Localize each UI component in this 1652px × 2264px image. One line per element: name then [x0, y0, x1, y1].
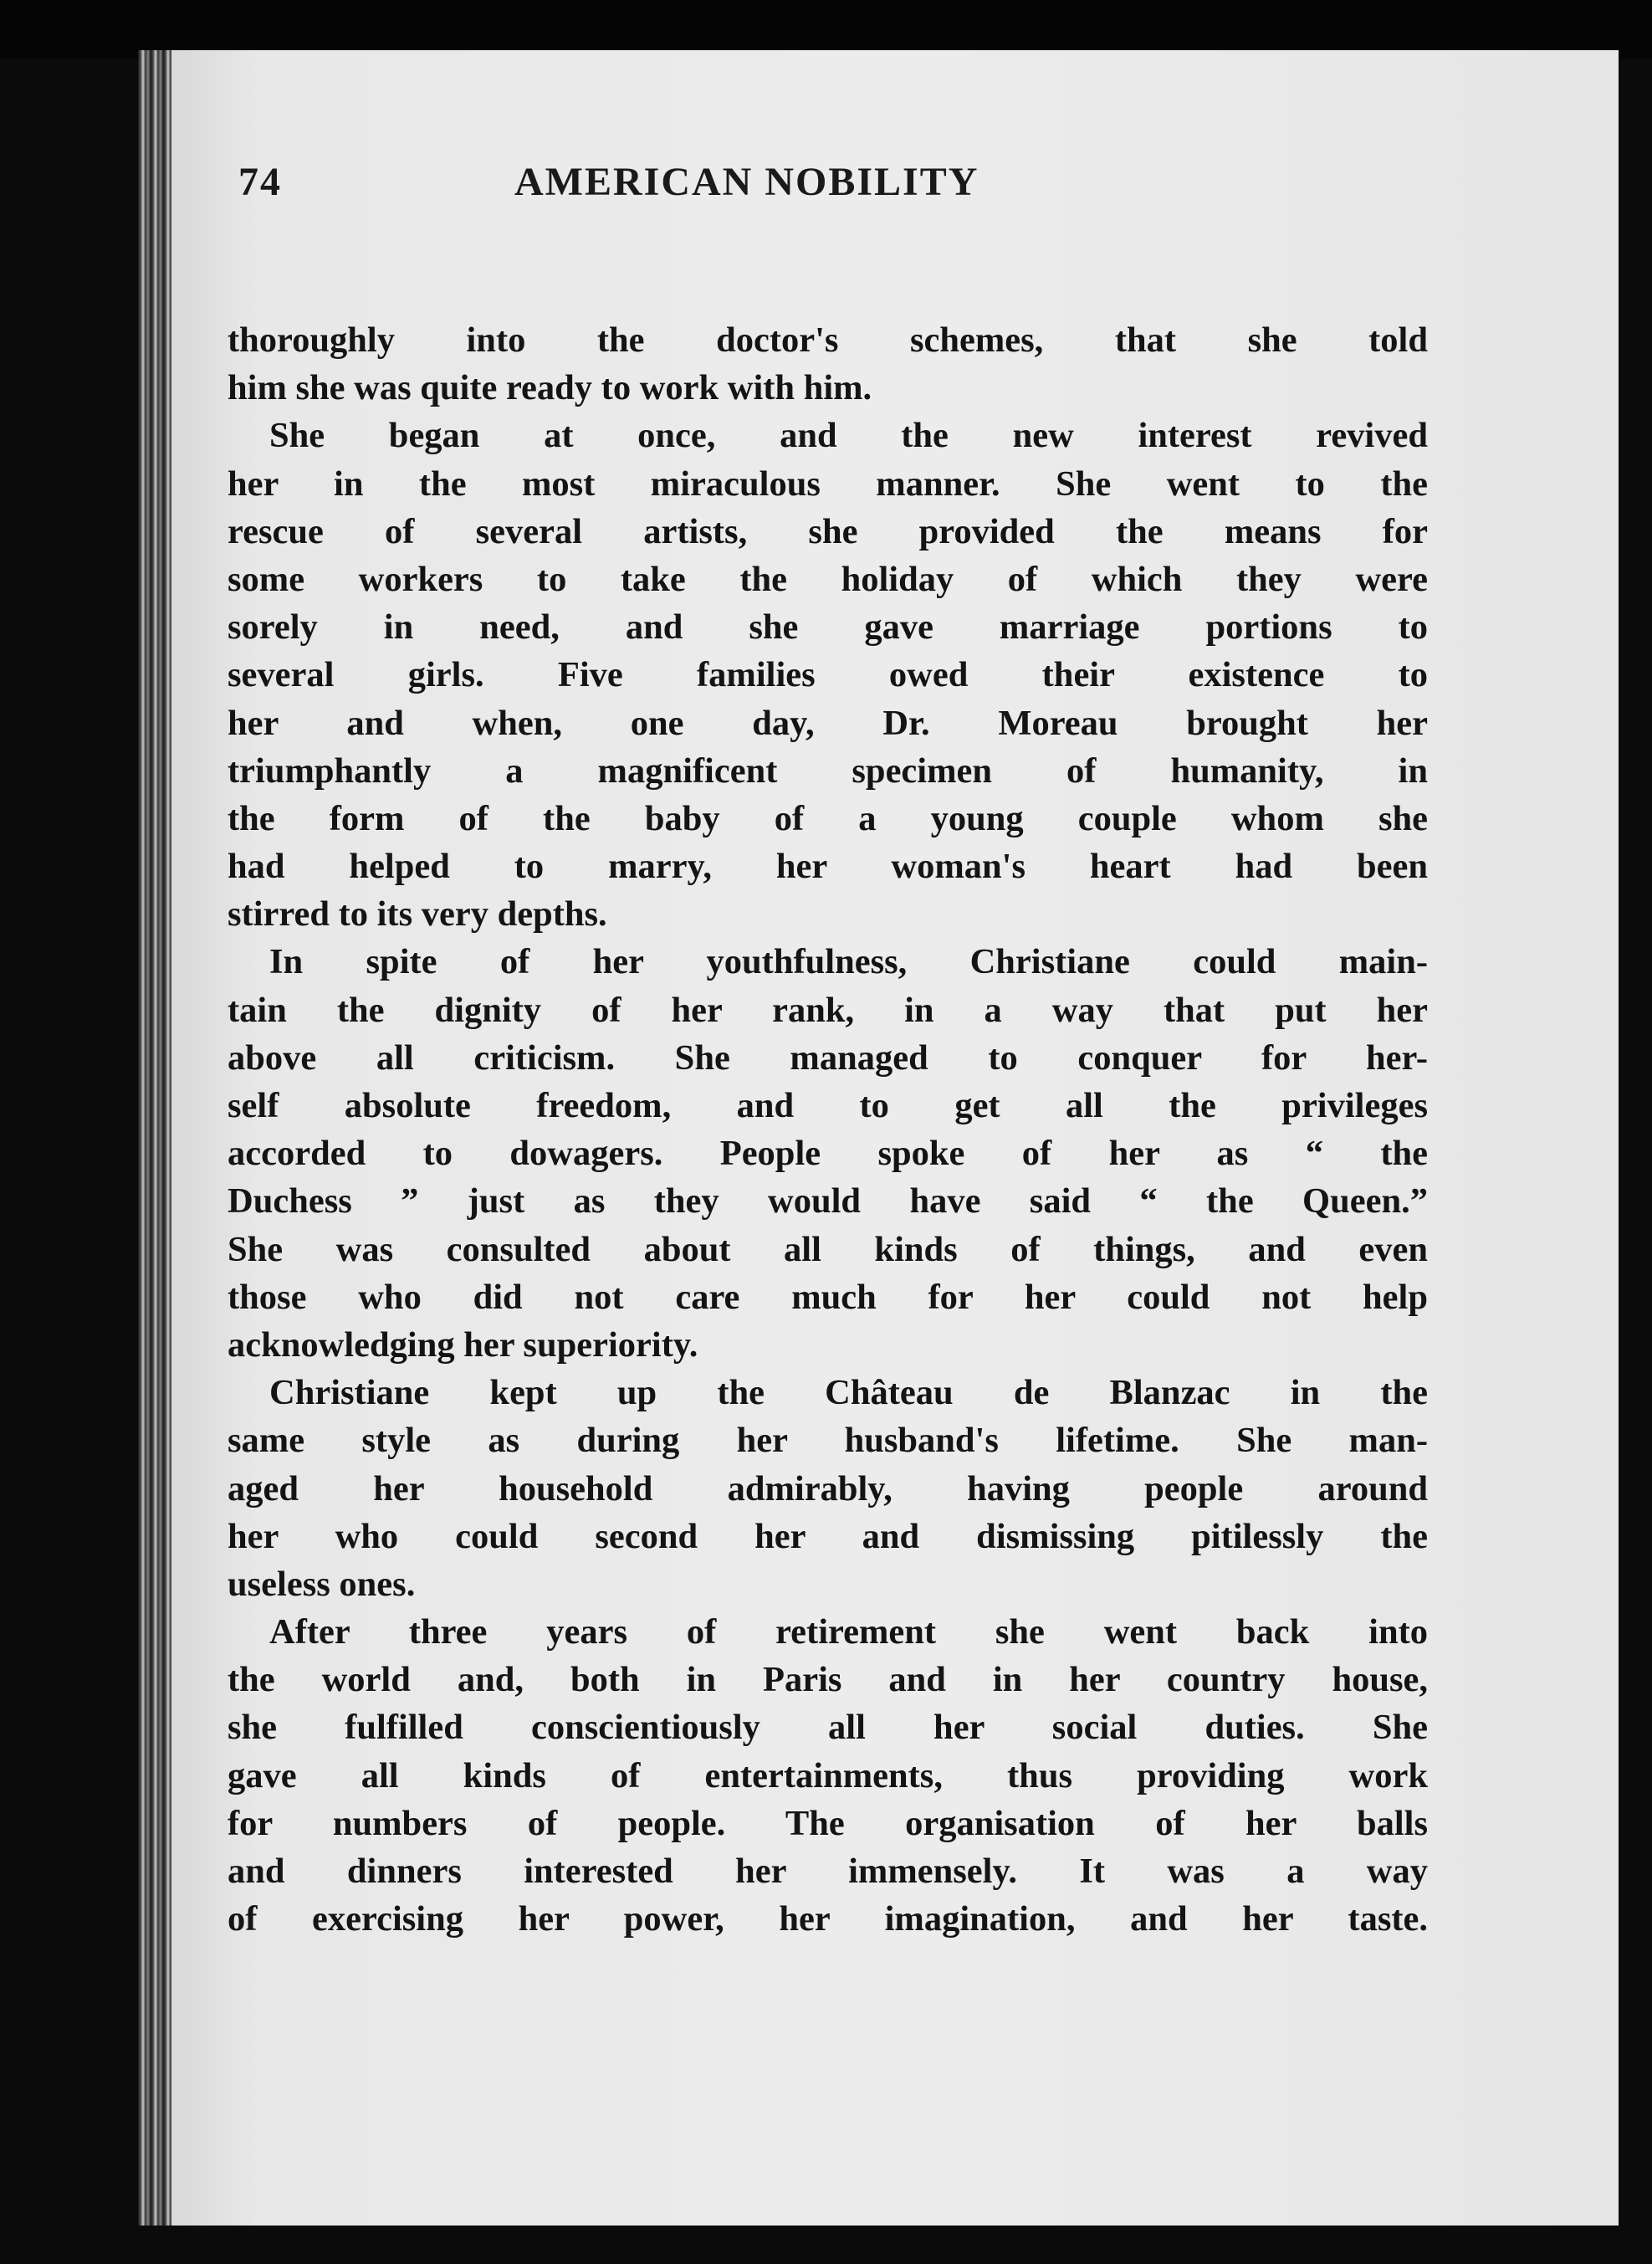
text-line: him she was quite ready to work with him.: [228, 368, 872, 408]
text-line: After three years of retirement she went back into: [269, 1612, 1428, 1652]
text-line: those who did not care much for her could not help: [228, 1277, 1428, 1317]
paragraph: [228, 938, 1428, 1369]
paragraph: [228, 412, 1428, 938]
text-line: gave all kinds of entertainments, thus providing work: [228, 1755, 1428, 1795]
text-line: thoroughly into the doctor's schemes, that she told: [228, 320, 1428, 360]
text-line: tain the dignity of her rank, in a way that put her: [228, 990, 1428, 1030]
text-line: she fulfilled conscientiously all her social duties. She: [228, 1708, 1428, 1748]
text-line: She was consulted about all kinds of things, and even: [228, 1229, 1428, 1269]
text-line: sorely in need, and she gave marriage portions to: [228, 607, 1428, 648]
text-line: stirred to its very depths.: [228, 894, 607, 935]
text-line: She began at once, and the new interest revived: [269, 416, 1428, 456]
text-line: several girls. Five families owed their existence to: [228, 655, 1428, 695]
text-line: same style as during her husband's lifetime. She man-: [228, 1421, 1428, 1461]
page-number: 74: [238, 160, 282, 204]
text-line: Christiane kept up the Château de Blanzac in the: [269, 1373, 1428, 1413]
paragraph: [228, 316, 1428, 412]
text-line: the form of the baby of a young couple whom she: [228, 798, 1428, 838]
paragraph: [228, 1608, 1428, 1943]
paragraph: [228, 1369, 1428, 1608]
text-line: and dinners interested her immensely. It was a way: [228, 1852, 1428, 1891]
text-line: aged her household admirably, having people around: [228, 1468, 1428, 1508]
text-line: Duchess ” just as they would have said “ the Queen.”: [228, 1181, 1428, 1222]
text-line: In spite of her youthfulness, Christiane could main-: [269, 942, 1428, 982]
text-line: useless ones.: [228, 1564, 416, 1604]
text-line: her and when, one day, Dr. Moreau brought her: [228, 703, 1428, 743]
text-line: accorded to dowagers. People spoke of her as “ the: [228, 1134, 1428, 1174]
scan-bottom-border: [171, 2226, 1619, 2264]
running-head: AMERICAN NOBILITY: [514, 160, 979, 204]
text-line: triumphantly a magnificent specimen of humanity, in: [228, 750, 1428, 791]
text-line: her who could second her and dismissing pitilessly the: [228, 1516, 1428, 1556]
text-line: her in the most miraculous manner. She went to the: [228, 464, 1428, 504]
text-line: rescue of several artists, she provided the means for: [228, 511, 1428, 551]
body-text: [228, 316, 1428, 1943]
page-header: [238, 159, 1242, 234]
text-line: self absolute freedom, and to get all the privileges: [228, 1086, 1428, 1125]
text-line: above all criticism. She managed to conquer for her-: [228, 1037, 1428, 1078]
text-line: had helped to marry, her woman's heart had been: [228, 847, 1428, 887]
text-line: the world and, both in Paris and in her country house,: [228, 1660, 1428, 1700]
text-line: of exercising her power, her imagination, and her taste.: [228, 1899, 1428, 1939]
text-line: some workers to take the holiday of which they were: [228, 559, 1428, 599]
text-line: acknowledging her superiority.: [228, 1324, 698, 1365]
text-line: for numbers of people. The organisation of her balls: [228, 1803, 1428, 1843]
book-spine-edge: [138, 50, 176, 2226]
